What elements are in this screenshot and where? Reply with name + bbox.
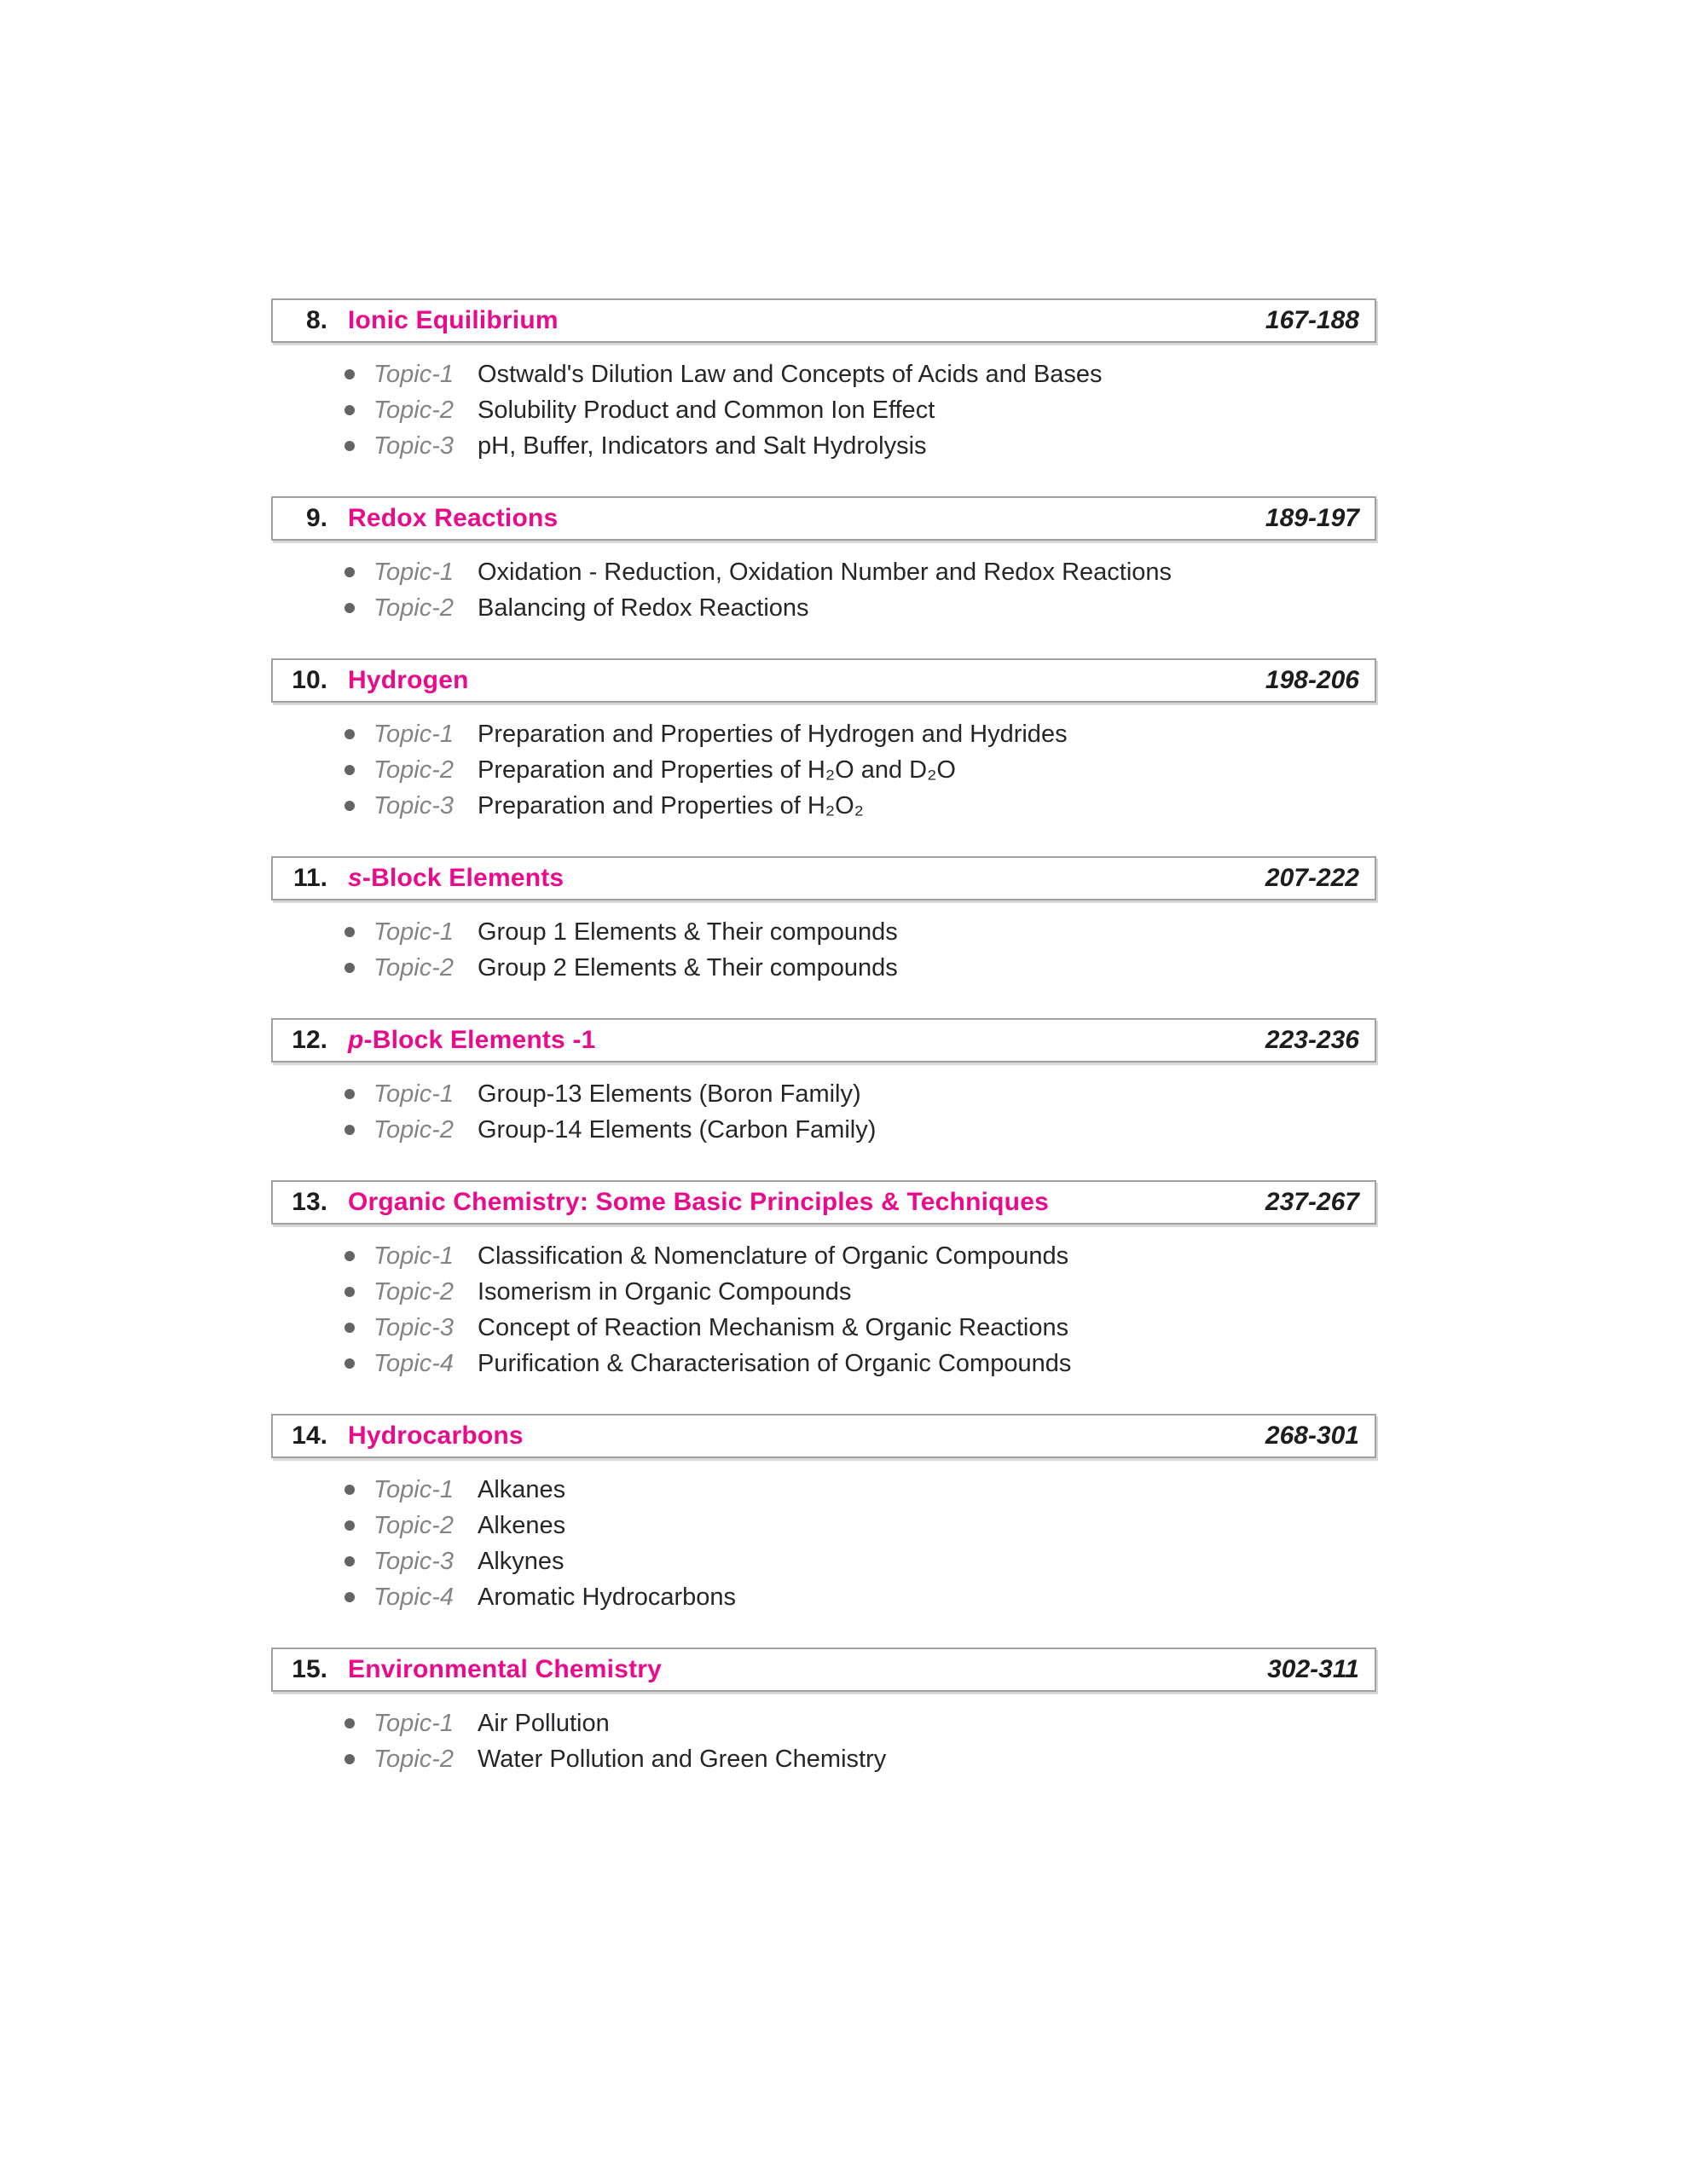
chapter-number: 12. bbox=[292, 1026, 327, 1054]
topic-list bbox=[271, 1076, 1376, 1148]
topic-title: Group 1 Elements & Their compounds bbox=[478, 918, 898, 946]
topic-row bbox=[344, 1472, 1376, 1508]
topic-row bbox=[344, 1741, 1376, 1777]
chapter-number: 14. bbox=[292, 1422, 327, 1450]
topic-row bbox=[344, 1112, 1376, 1148]
topic-title: Group-13 Elements (Boron Family) bbox=[478, 1080, 861, 1108]
chapter-title-text: -Block Elements -1 bbox=[363, 1026, 596, 1054]
topic-row bbox=[344, 950, 1376, 986]
topic-label: Topic-1 bbox=[373, 1476, 455, 1503]
topic-label: Topic-1 bbox=[373, 1710, 455, 1737]
topic-label: Topic-2 bbox=[373, 954, 455, 981]
chapter-header bbox=[271, 658, 1376, 703]
topic-row bbox=[344, 914, 1376, 950]
topic-label: Topic-1 bbox=[373, 918, 455, 946]
chapter-header bbox=[271, 1647, 1376, 1692]
bullet-icon bbox=[344, 1592, 355, 1602]
chapter-page-range: 302-311 bbox=[1267, 1655, 1359, 1683]
chapter-number: 11. bbox=[292, 864, 327, 892]
bullet-icon bbox=[344, 1718, 355, 1728]
bullet-icon bbox=[344, 1358, 355, 1369]
table-of-contents bbox=[271, 298, 1376, 1810]
topic-row bbox=[344, 1274, 1376, 1310]
chapter-title bbox=[348, 1026, 1265, 1055]
bullet-icon bbox=[344, 405, 355, 415]
topic-title: Preparation and Properties of Hydrogen and Hydrides bbox=[478, 721, 1068, 748]
topic-row bbox=[344, 788, 1376, 824]
chapter-page-range: 189-197 bbox=[1265, 504, 1359, 532]
topic-row bbox=[344, 1508, 1376, 1543]
chapter-section bbox=[271, 658, 1376, 824]
topic-title: Alkynes bbox=[478, 1548, 565, 1575]
topic-row bbox=[344, 428, 1376, 464]
topic-label: Topic-2 bbox=[373, 397, 455, 424]
chapter-number: 8. bbox=[305, 306, 327, 334]
topic-list bbox=[271, 716, 1376, 824]
chapter-title bbox=[348, 1422, 1265, 1451]
chapter-title bbox=[348, 1655, 1267, 1684]
topic-title: Alkenes bbox=[478, 1512, 566, 1539]
topic-list bbox=[271, 1705, 1376, 1777]
topic-row bbox=[344, 716, 1376, 752]
topic-list bbox=[271, 914, 1376, 986]
topic-row bbox=[344, 1543, 1376, 1579]
chapter-header bbox=[271, 1180, 1376, 1225]
chapter-page-range: 237-267 bbox=[1265, 1188, 1359, 1216]
topic-title: Purification & Characterisation of Organic Compounds bbox=[478, 1350, 1072, 1377]
chapter-page-range: 268-301 bbox=[1265, 1422, 1359, 1450]
chapter-title-text: Organic Chemistry: Some Basic Principles & Techniques bbox=[348, 1188, 1049, 1216]
chapter-page-range: 198-206 bbox=[1265, 666, 1359, 694]
topic-label: Topic-2 bbox=[373, 1116, 455, 1144]
topic-row bbox=[344, 1346, 1376, 1381]
chapter-section bbox=[271, 1647, 1376, 1777]
chapter-title bbox=[348, 504, 1265, 533]
topic-row bbox=[344, 392, 1376, 428]
topic-title: Isomerism in Organic Compounds bbox=[478, 1278, 852, 1306]
chapter-section bbox=[271, 856, 1376, 986]
chapter-header bbox=[271, 298, 1376, 343]
chapter-title-text: Environmental Chemistry bbox=[348, 1655, 663, 1683]
topic-row bbox=[344, 1705, 1376, 1741]
bullet-icon bbox=[344, 729, 355, 739]
chapter-header bbox=[271, 1414, 1376, 1458]
chapter-title-text: Hydrocarbons bbox=[348, 1422, 524, 1450]
topic-list bbox=[271, 1238, 1376, 1381]
bullet-icon bbox=[344, 765, 355, 775]
topic-label: Topic-1 bbox=[373, 721, 455, 748]
topic-row bbox=[344, 1238, 1376, 1274]
topic-title: Solubility Product and Common Ion Effect bbox=[478, 397, 935, 424]
chapter-title-italic-prefix: p bbox=[348, 1026, 364, 1054]
topic-label: Topic-3 bbox=[373, 1314, 455, 1341]
topic-label: Topic-2 bbox=[373, 1746, 455, 1773]
chapter-title-text: Redox Reactions bbox=[348, 504, 559, 532]
chapter-title bbox=[348, 666, 1265, 695]
chapter-section bbox=[271, 496, 1376, 626]
topic-row bbox=[344, 1310, 1376, 1346]
bullet-icon bbox=[344, 1089, 355, 1099]
chapter-title bbox=[348, 1188, 1265, 1217]
topic-title: Balancing of Redox Reactions bbox=[478, 594, 809, 622]
chapter-section bbox=[271, 1414, 1376, 1615]
topic-list bbox=[271, 1472, 1376, 1615]
topic-label: Topic-1 bbox=[373, 1080, 455, 1108]
topic-title: Aromatic Hydrocarbons bbox=[478, 1584, 736, 1611]
topic-list bbox=[271, 356, 1376, 464]
topic-title: Ostwald's Dilution Law and Concepts of Acids and Bases bbox=[478, 361, 1103, 388]
topic-label: Topic-4 bbox=[373, 1584, 455, 1611]
topic-title: Preparation and Properties of H₂O₂ bbox=[478, 792, 864, 819]
topic-label: Topic-3 bbox=[373, 432, 455, 460]
topic-title: Water Pollution and Green Chemistry bbox=[478, 1746, 887, 1773]
chapter-title-text: Hydrogen bbox=[348, 666, 469, 694]
topic-title: Group-14 Elements (Carbon Family) bbox=[478, 1116, 877, 1144]
chapter-number: 13. bbox=[292, 1188, 327, 1216]
bullet-icon bbox=[344, 567, 355, 577]
bullet-icon bbox=[344, 1754, 355, 1764]
topic-label: Topic-3 bbox=[373, 792, 455, 819]
topic-row bbox=[344, 752, 1376, 788]
topic-title: pH, Buffer, Indicators and Salt Hydrolysis bbox=[478, 432, 927, 460]
chapter-number: 15. bbox=[292, 1655, 327, 1683]
chapter-page-range: 207-222 bbox=[1265, 864, 1359, 892]
bullet-icon bbox=[344, 927, 355, 937]
topic-title: Oxidation - Reduction, Oxidation Number and Redox Reactions bbox=[478, 559, 1172, 586]
topic-label: Topic-2 bbox=[373, 594, 455, 622]
topic-title: Group 2 Elements & Their compounds bbox=[478, 954, 898, 981]
chapter-page-range: 223-236 bbox=[1265, 1026, 1359, 1054]
bullet-icon bbox=[344, 1485, 355, 1495]
chapter-number: 10. bbox=[292, 666, 327, 694]
bullet-icon bbox=[344, 1251, 355, 1261]
topic-label: Topic-4 bbox=[373, 1350, 455, 1377]
chapter-page-range: 167-188 bbox=[1265, 306, 1359, 334]
topic-list bbox=[271, 554, 1376, 626]
chapter-number: 9. bbox=[305, 504, 327, 532]
topic-title: Alkanes bbox=[478, 1476, 566, 1503]
bullet-icon bbox=[344, 1520, 355, 1531]
chapter-title-text: -Block Elements bbox=[362, 864, 565, 892]
bullet-icon bbox=[344, 603, 355, 613]
chapter-section bbox=[271, 1018, 1376, 1148]
topic-row bbox=[344, 590, 1376, 626]
topic-title: Preparation and Properties of H₂O and D₂O bbox=[478, 756, 956, 784]
chapter-header bbox=[271, 496, 1376, 541]
bullet-icon bbox=[344, 801, 355, 811]
bullet-icon bbox=[344, 1323, 355, 1333]
topic-title: Air Pollution bbox=[478, 1710, 610, 1737]
bullet-icon bbox=[344, 369, 355, 379]
topic-label: Topic-1 bbox=[373, 1242, 455, 1270]
chapter-title bbox=[348, 864, 1265, 893]
topic-row bbox=[344, 1076, 1376, 1112]
chapter-section bbox=[271, 298, 1376, 464]
topic-label: Topic-1 bbox=[373, 559, 455, 586]
bullet-icon bbox=[344, 963, 355, 973]
bullet-icon bbox=[344, 1556, 355, 1566]
topic-row bbox=[344, 554, 1376, 590]
topic-row bbox=[344, 356, 1376, 392]
topic-row bbox=[344, 1579, 1376, 1615]
chapter-section bbox=[271, 1180, 1376, 1381]
topic-label: Topic-1 bbox=[373, 361, 455, 388]
bullet-icon bbox=[344, 1125, 355, 1135]
bullet-icon bbox=[344, 441, 355, 451]
topic-title: Concept of Reaction Mechanism & Organic Reactions bbox=[478, 1314, 1069, 1341]
topic-label: Topic-2 bbox=[373, 1278, 455, 1306]
bullet-icon bbox=[344, 1287, 355, 1297]
chapter-title-text: Ionic Equilibrium bbox=[348, 306, 559, 334]
chapter-title-italic-prefix: s bbox=[348, 864, 362, 892]
topic-label: Topic-2 bbox=[373, 1512, 455, 1539]
topic-label: Topic-3 bbox=[373, 1548, 455, 1575]
chapter-header bbox=[271, 856, 1376, 900]
chapter-title bbox=[348, 306, 1265, 335]
topic-title: Classification & Nomenclature of Organic Compounds bbox=[478, 1242, 1069, 1270]
chapter-header bbox=[271, 1018, 1376, 1063]
topic-label: Topic-2 bbox=[373, 756, 455, 784]
